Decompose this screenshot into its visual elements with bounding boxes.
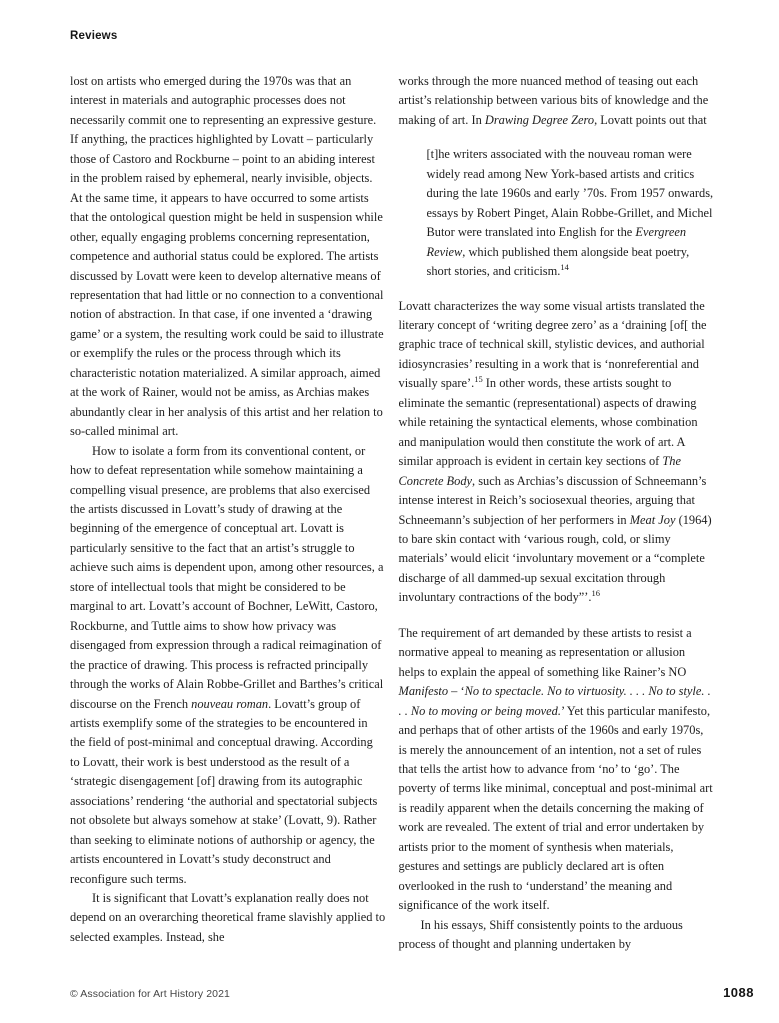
page-footer: [70, 985, 754, 1000]
paragraph: [399, 624, 715, 916]
italic-text: Meat Joy: [629, 512, 676, 527]
italic-text: No to spectacle. No to virtuosity. . . . No to style. . . . No to moving or being moved.: [398, 684, 711, 718]
body-text: (1964) to bare skin contact with ‘various rough, cold, or slimy materials’ would elicit ‘involuntary movement or a “complete discharge of all dammed-up sexual excitation through involuntary contractions of the body”’.: [398, 512, 712, 605]
paragraph: [70, 442, 386, 889]
body-text: , which published them alongside beat poetry, short stories, and criticism.: [426, 244, 690, 279]
body-text: In his essays, Shiff consistently points to the arduous process of thought and planning undertaken by: [398, 917, 683, 952]
blockquote: [427, 145, 715, 281]
italic-text: Evergreen Review: [426, 225, 687, 259]
body-text: works through the more nuanced method of teasing out each artist’s relationship between various bits of knowledge and the making of art. In: [398, 74, 709, 127]
italic-text: Manifesto: [398, 684, 449, 699]
paragraph: [399, 916, 715, 955]
body-text: In other words, these artists sought to eliminate the semantic (representational) aspects of drawing while retaining the syntactical elements, whose combination and manipulation would then constitute the work of art. A similar approach is evident in certain key sections of: [398, 376, 698, 469]
body-text: [t]he writers associated with the nouveau roman were widely read among New York-based artists and critics during the late 1960s and early ’70s. From 1957 onwards, essays by Robert Pinget, Alain Robbe-Grillet, and Michel Butor were translated into English for the: [426, 147, 714, 240]
paragraph: [70, 72, 386, 442]
body-text: , such as Archias’s discussion of Schneemann’s intense interest in Reich’s sociosexual theories, arguing that Schneemann’s subjection of her performers in: [398, 473, 707, 527]
italic-text: nouveau roman: [191, 696, 269, 711]
body-text: It is significant that Lovatt’s explanation really does not depend on an overarching theoretical frame slavishly applied to selected examples. Instead, she: [70, 891, 386, 944]
body-text: Lovatt characterizes the way some visual artists translated the literary concept of ‘writing degree zero’ as a ‘draining [of[ the graphic trace of technical skill, stylistic devices, and authorial idiosyncrasies’ resulting in a work that is ‘nonreferential and visually spare’.: [398, 298, 707, 391]
body-text: , Lovatt points out that: [594, 112, 707, 127]
article-body: [70, 72, 714, 954]
body-text: lost on artists who emerged during the 1970s was that an interest in materials and autographic processes does not necessarily commit one to representing an expressive gesture. If anything, the practices highlighted by Lovatt – particularly those of Castoro and Rockburne – point to an abiding interest in the problem raised by ephemeral, nearly invisible, objects. At the same time, it appears to have occurred to some artists that the ontological question might be held in suspension while other, equally engaging problems concerning representation, competence and authorial status could be explored. The artists discussed by Lovatt were keen to develop alternative means of representation that had little or no connection to a conventional notion of abstraction. In that case, if one invented a ‘drawing game’ or a system, the resulting work could be said to illustrate or exemplify the rules or the process through which its characteristic notation materialized. A similar approach, aimed at the work of Rainer, would not be amiss, as Archias makes abundantly clear in her analysis of this artist and her relation to so-called minimal art.: [70, 74, 384, 439]
copyright-notice: © Association for Art History 2021: [70, 988, 230, 1000]
right-column: [399, 72, 715, 954]
paragraph: [70, 889, 386, 947]
paragraph: [399, 297, 715, 608]
body-text: How to isolate a form from its conventional content, or how to defeat representation while somehow maintaining a compelling visual presence, are problems that also exercised the artists discussed in Lovatt’s study of drawing at the beginning of the emergence of conceptual art. Lovatt is particularly sensitive to the fact that an artist’s struggle to achieve such aims is dependent upon, among other resources, a store of intellectual tools that might be considered to be marginal to art. Lovatt’s account of Bochner, LeWitt, Castoro, Rockburne, and Tuttle aims to show how privacy was disengaged from expression through a radical reimagination of the practice of drawing. This process is refracted principally through the works of Alain Robbe-Grillet and Barthes’s critical discourse on the French: [70, 443, 384, 711]
left-column: [70, 72, 386, 954]
footnote-ref: 14: [560, 261, 569, 272]
running-head: Reviews: [70, 30, 118, 42]
paragraph: [399, 72, 715, 130]
body-text: ’ Yet this particular manifesto, and perhaps that of other artists of the 1960s and early 1970s, is merely the announcement of an intention, not a set of rules that tells the artist how to advance from ‘no’ to ‘go’. The poverty of terms like minimal, conceptual and post-minimal art is readily apparent when the details concerning the making of work are revealed. The extent of trial and error undertaken by artists prior to the moment of synthesis when materials, gestures and settings are publicly declared art is often overlooked in the rush to ‘understand’ the meaning and significance of the work itself.: [398, 703, 713, 913]
body-text: – ‘: [448, 684, 465, 699]
footnote-ref: 16: [591, 588, 601, 599]
page-number: 1088: [723, 985, 754, 1000]
body-text: The requirement of art demanded by these artists to resist a normative appeal to meaning as representation or allusion helps to explain the appeal of something like Rainer’s NO: [398, 625, 692, 679]
body-text: . Lovatt’s group of artists exemplify some of the strategies to be encountered in the field of post-minimal and conceptual drawing. According to Lovatt, their work is best understood as the result of a ‘strategic disengagement [of] drawing from its autographic associations’ rendering ‘the authorial and spectatorial subjects not obsolete but always somehow at stake’ (Lovatt, 9). Rather than seeking to eliminate notions of authorship or agency, the artists encountered in Lovatt’s study deconstruct and reconfigure such terms.: [70, 696, 378, 886]
italic-text: The Concrete Body: [398, 454, 681, 488]
italic-text: Drawing Degree Zero: [484, 112, 595, 127]
footnote-ref: 15: [474, 374, 483, 385]
